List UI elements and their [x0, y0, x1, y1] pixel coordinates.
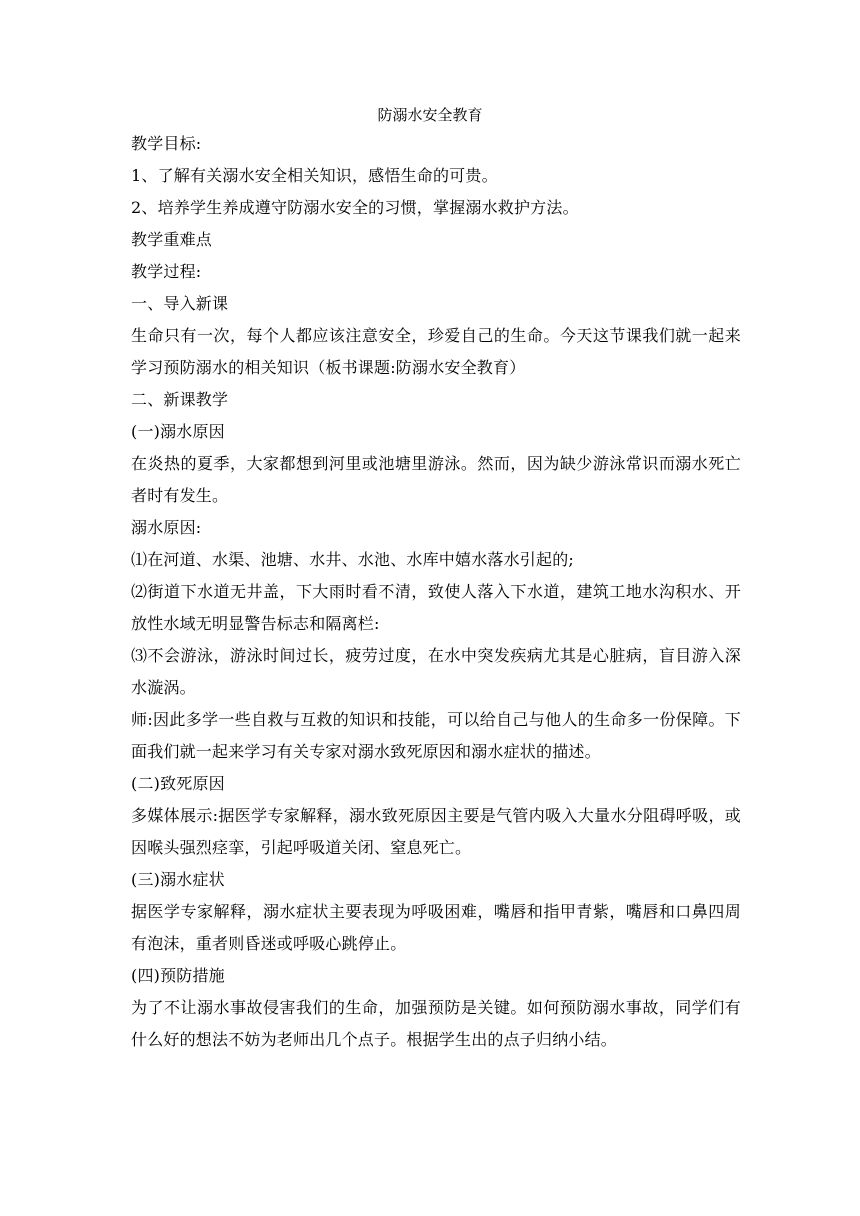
paragraph-goal-2: 2、培养学生养成遵守防溺水安全的习惯，掌握溺水救护方法。 — [131, 198, 579, 217]
paragraph-subsection-death-heading: (二)致死原因 — [131, 774, 225, 793]
paragraph-prevention: 为了不让溺水事故侵害我们的生命，加强预防是关键。如何预防溺水事故，同学们有什么好的想法不妨为老师出几个点子。根据学生出的点子归纳小结。 — [131, 998, 741, 1049]
paragraph-cause-1: ⑴在河道、水渠、池塘、水井、水池、水库中嬉水落水引起的; — [131, 550, 574, 569]
document-body — [131, 128, 741, 1056]
document-title: 防溺水安全教育 — [377, 106, 483, 124]
paragraph-intro: 生命只有一次，每个人都应该注意安全，珍爱自己的生命。今天这节课我们就一起来学习预防溺水的相关知识（板书课题:防溺水安全教育） — [131, 326, 741, 377]
paragraph-subsection-causes-heading: (一)溺水原因 — [131, 422, 225, 441]
paragraph-symptoms: 据医学专家解释，溺水症状主要表现为呼吸困难，嘴唇和指甲青紫，嘴唇和口鼻四周有泡沫，重者则昏迷或呼吸心跳停止。 — [131, 902, 741, 953]
paragraph-goal-1: 1、了解有关溺水安全相关知识，感悟生命的可贵。 — [131, 166, 498, 185]
paragraph-death-causes: 多媒体展示:据医学专家解释，溺水致死原因主要是气管内吸入大量水分阻碍呼吸，或因喉头强烈痉挛，引起呼吸道关闭、窒息死亡。 — [131, 806, 741, 857]
paragraph-key-points-heading: 教学重难点 — [131, 230, 213, 249]
paragraph-subsection-prevention-heading: (四)预防措施 — [131, 966, 225, 985]
paragraph-teaching-goals-heading: 教学目标: — [131, 134, 202, 153]
paragraph-section-1-heading: 一、导入新课 — [131, 294, 229, 313]
paragraph-subsection-symptoms-heading: (三)溺水症状 — [131, 870, 225, 889]
paragraph-causes-label: 溺水原因: — [131, 518, 202, 537]
paragraph-process-heading: 教学过程: — [131, 262, 202, 281]
paragraph-teacher-note: 师:因此多学一些自救与互救的知识和技能，可以给自己与他人的生命多一份保障。下面我们就一起来学习有关专家对溺水致死原因和溺水症状的描述。 — [131, 710, 741, 761]
paragraph-section-2-heading: 二、新课教学 — [131, 390, 229, 409]
paragraph-causes-intro: 在炎热的夏季，大家都想到河里或池塘里游泳。然而，因为缺少游泳常识而溺水死亡者时有发生。 — [131, 454, 741, 505]
paragraph-cause-2: ⑵街道下水道无井盖，下大雨时看不清，致使人落入下水道，建筑工地水沟积水、开放性水域无明显警告标志和隔离栏: — [131, 582, 741, 633]
paragraph-cause-3: ⑶不会游泳，游泳时间过长，疲劳过度，在水中突发疾病尤其是心脏病，盲目游入深水漩涡。 — [131, 646, 741, 697]
